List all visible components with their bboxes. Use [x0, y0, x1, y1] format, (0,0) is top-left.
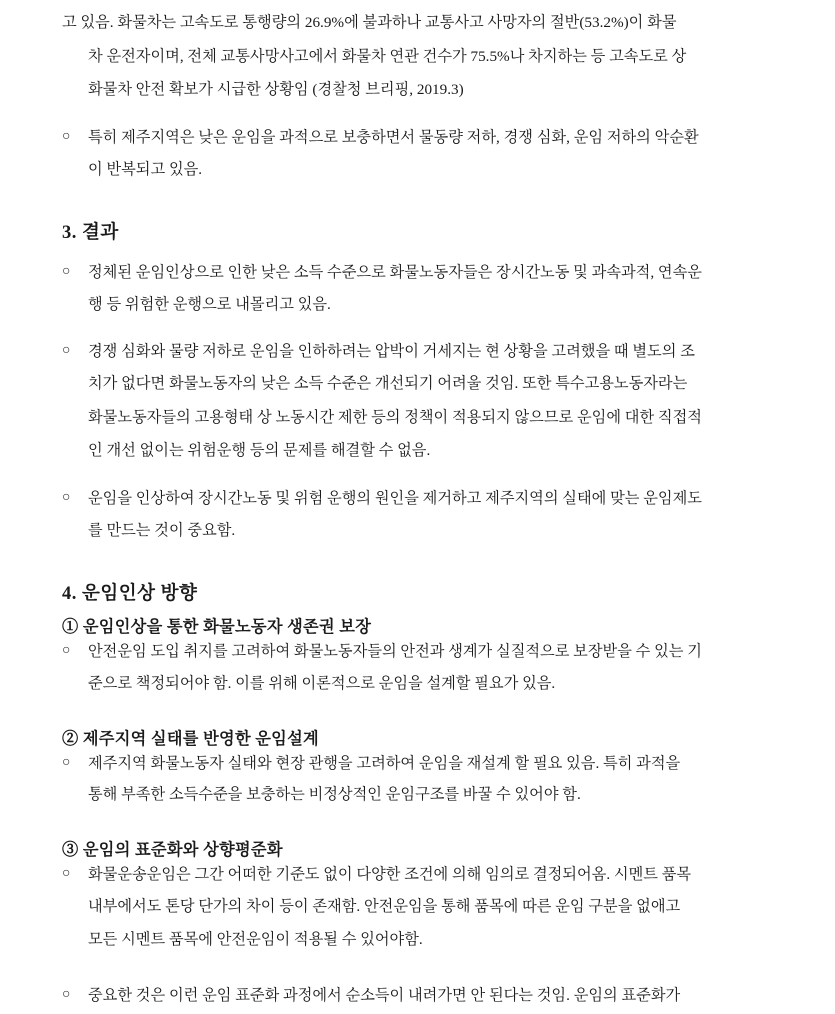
section3-bullet-3-text-1: 운임을 인상하여 장시간노동 및 위험 운행의 원인을 제거하고 제주지역의 실태에 맞는 운임제도 [88, 490, 702, 508]
spacer-section4-1 [62, 703, 767, 725]
spacer-section3-2 [62, 470, 767, 484]
section4-item-1-line-1 [62, 637, 767, 667]
section4-item-3-line-1 [62, 860, 767, 890]
bullet-circle-icon: ○ [62, 643, 71, 659]
section4-item-1-line-2: 준으로 책정되어야 함. 이를 위해 이론적으로 운임을 설계할 필요가 있음. [88, 674, 556, 692]
bullet-circle-icon: ○ [62, 264, 71, 280]
section4-item-1-text-1: 안전운임 도입 취지를 고려하여 화물노동자들의 안전과 생계가 실질적으로 보장받을 수 있는 기 [88, 643, 702, 661]
section-heading-4: 4. 운임인상 방향 [62, 584, 198, 605]
bullet-circle-icon: ○ [62, 754, 71, 770]
section3-bullet-2-text-1: 경쟁 심화와 물량 저하로 운임을 인하하려는 압박이 거세지는 현 상황을 고려했을 때 별도의 조 [88, 343, 695, 361]
bullet-circle-icon: ○ [62, 128, 71, 144]
section3-bullet-1-text-1: 정체된 운임인상으로 인한 낮은 소득 수준으로 화물노동자들은 장시간노동 및 과속과적, 연속운 [88, 264, 702, 282]
bullet-jeju-line-1 [62, 123, 767, 153]
section-heading-3: 3. 결과 [62, 223, 119, 244]
subheading-4-1: ① 운임인상을 통한 화물노동자 생존권 보장 [62, 618, 372, 637]
bullet-jeju-text-1: 특히 제주지역은 낮은 운임을 과적으로 보충하면서 물동량 저하, 경쟁 심화, 운임 저하의 악순환 [88, 128, 699, 146]
section4-item-3-text-1: 화물운송운임은 그간 어떠한 기준도 없이 다양한 조건에 의해 임의로 결정되어옴. 시멘트 품목 [88, 865, 692, 883]
spacer-section4-2 [62, 814, 767, 836]
section4-item-2-bullet [62, 749, 767, 810]
continuation-line-3: 화물차 안전 확보가 시급한 상황임 (경찰청 브리핑, 2019.3) [88, 81, 464, 99]
continuation-line-1: 고 있음. 화물차는 고속도로 통행량의 26.9%에 불과하나 교통사고 사망자의 절반(53.2%)이 화물 [62, 14, 677, 31]
section3-bullet-2-line-3: 화물노동자들의 고용형태 상 노동시간 제한 등의 정책이 적용되지 않으므로 운임에 대한 직접적 [88, 408, 702, 426]
bullet-jeju-line-2: 이 반복되고 있음. [88, 160, 203, 178]
subheading-4-3: ③ 운임의 표준화와 상향평준화 [62, 840, 283, 859]
subheading-4-2: ② 제주지역 실태를 반영한 운임설계 [62, 729, 319, 748]
section3-bullet-1-line-2: 행 등 위험한 운행으로 내몰리고 있음. [88, 295, 331, 313]
section3-bullet-2-line-2: 치가 없다면 화물노동자의 낮은 소득 수준은 개선되기 어려울 것임. 또한 특수고용노동자라는 [88, 375, 688, 393]
spacer-after-continuation [62, 109, 767, 123]
section3-bullet-1-line-1 [62, 258, 767, 288]
section3-bullet-2 [62, 337, 767, 466]
spacer-before-final-bullet [62, 959, 767, 981]
bullet-circle-icon: ○ [62, 865, 71, 881]
section4-item-2-line-1 [62, 749, 767, 779]
section4-item-2-line-2: 통해 부족한 소득수준을 보충하는 비정상적인 운임구조를 바꿀 수 있어야 함. [88, 786, 581, 804]
spacer-after-heading-3 [62, 244, 767, 258]
section4-item-2-text-1: 제주지역 화물노동자 실태와 현장 관행을 고려하여 운임을 재설계 할 필요 있음. 특히 과적을 [88, 754, 681, 772]
bullet-circle-icon: ○ [62, 490, 71, 506]
section4-item-1-bullet [62, 637, 767, 698]
top-spacer [62, 0, 767, 8]
spacer-before-section-4 [62, 549, 767, 579]
bullet-circle-icon: ○ [62, 343, 71, 359]
continuation-line-2: 차 운전자이며, 전체 교통사망사고에서 화물차 연관 건수가 75.5%나 차지하는 등 고속도로 상 [88, 47, 687, 65]
spacer-before-section-3 [62, 188, 767, 218]
section4-item-3-bullet [62, 860, 767, 955]
bullet-circle-icon: ○ [62, 986, 71, 1002]
section3-bullet-2-line-1 [62, 337, 767, 367]
section3-bullet-3-line-2: 를 만드는 것이 중요함. [88, 521, 236, 539]
final-bullet-text-1: 중요한 것은 이런 운임 표준화 과정에서 순소득이 내려가면 안 된다는 것임. 운임의 표준화가 [88, 986, 681, 1004]
section3-bullet-2-line-4: 인 개선 없이는 위험운행 등의 문제를 해결할 수 없음. [88, 442, 431, 460]
bullet-jeju [62, 123, 767, 184]
final-bullet [62, 981, 767, 1011]
section3-bullet-3 [62, 484, 767, 545]
section3-bullet-3-line-1 [62, 484, 767, 514]
continuation-paragraph [62, 8, 767, 105]
section4-item-3-line-2: 내부에서도 톤당 단가의 차이 등이 존재함. 안전운임을 통해 품목에 따른 운임 구분을 없애고 [88, 897, 681, 915]
section3-bullet-1 [62, 258, 767, 319]
spacer-section3-1 [62, 323, 767, 337]
final-bullet-line-1 [62, 981, 767, 1011]
spacer-after-heading-4 [62, 605, 767, 613]
section4-item-3-line-3: 모든 시멘트 품목에 안전운임이 적용될 수 있어야함. [88, 931, 423, 949]
